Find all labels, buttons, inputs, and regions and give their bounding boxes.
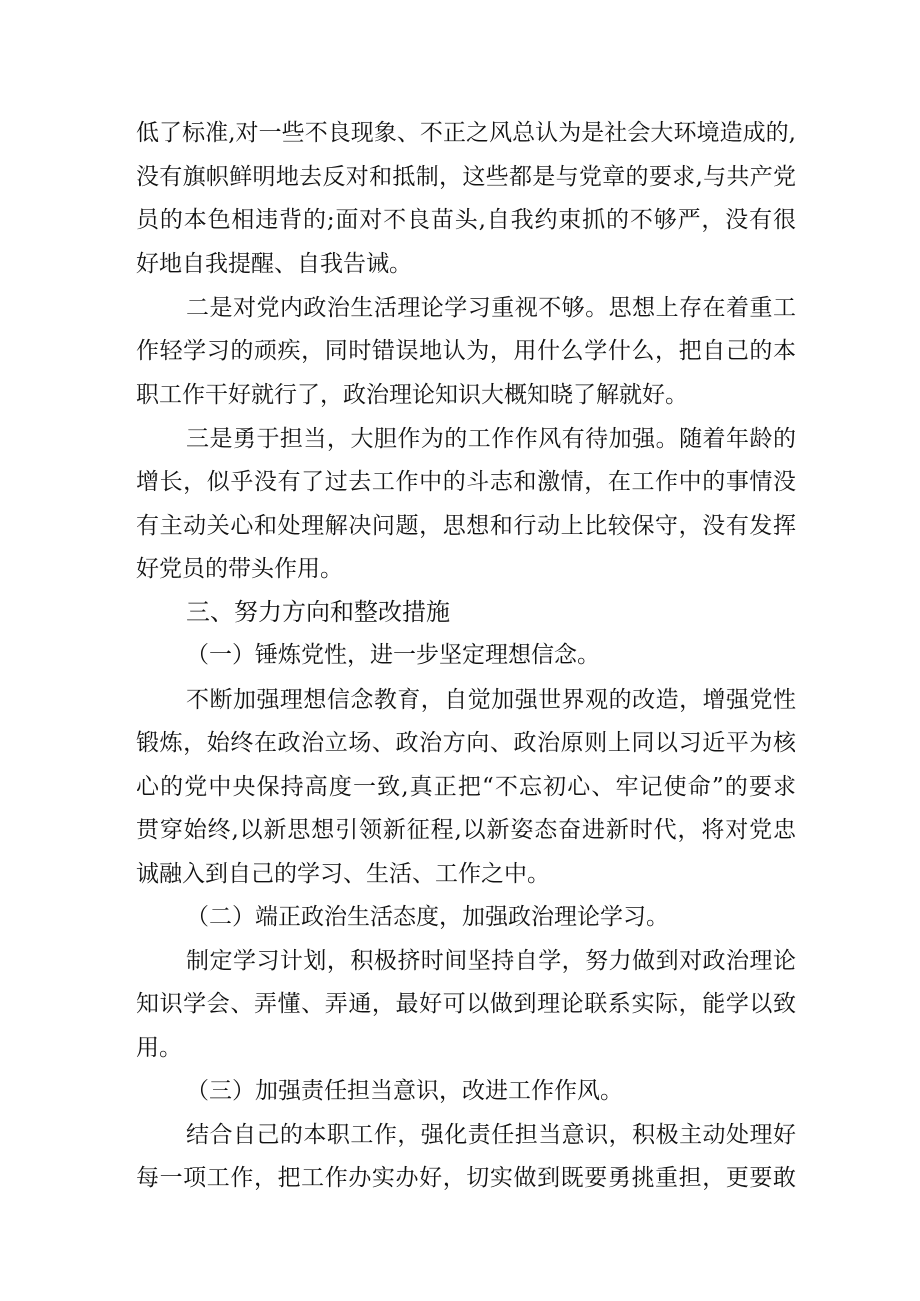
paragraph-line: 员的本色相违背的;面对不良苗头,自我约束抓的不够严，没有很 [136,207,796,233]
paragraph-line: 作轻学习的顽疾，同时错误地认为，用什么学什么，把自己的本 [136,338,796,364]
subsection-heading: （二）端正政治生活态度，加强政治理论学习。 [186,904,669,930]
paragraph-line: 心的党中央保持高度一致,真正把“不忘初心、牢记使命”的要求 [136,774,796,800]
paragraph-line: 诚融入到自己的学习、生活、工作之中。 [136,861,550,887]
paragraph-line: 贯穿始终,以新思想引领新征程,以新姿态奋进新时代，将对党忠 [136,817,796,843]
paragraph-line: 好党员的带头作用。 [136,556,343,582]
paragraph-line: 知识学会、弄懂、弄通，最好可以做到理论联系实际，能学以致 [136,991,796,1017]
paragraph-line: 好地自我提醒、自我告诫。 [136,251,412,277]
subsection-heading: （三）加强责任担当意识，改进工作作风。 [186,1078,623,1104]
paragraph-line: 没有旗帜鲜明地去反对和抵制，这些都是与党章的要求,与共产党 [136,164,796,190]
paragraph-first-line: 结合自己的本职工作，强化责任担当意识，积极主动处理好 [186,1122,796,1148]
paragraph-line: 增长，似乎没有了过去工作中的斗志和激情，在工作中的事情没 [136,469,796,495]
paragraph-line: 用。 [136,1035,182,1061]
section-heading: 三、努力方向和整改措施 [186,598,450,626]
paragraph-line: 有主动关心和处理解决问题，思想和行动上比较保守，没有发挥 [136,513,796,539]
paragraph-first-line: 制定学习计划，积极挤时间坚持自学，努力做到对政治理论 [186,948,796,974]
paragraph-line: 职工作干好就行了，政治理论知识大概知晓了解就好。 [136,382,688,408]
paragraph-line: 锻炼，始终在政治立场、政治方向、政治原则上同以习近平为核 [136,730,796,756]
paragraph-first-line: 二是对党内政治生活理论学习重视不够。思想上存在着重工 [186,295,796,321]
paragraph-line: 低了标准,对一些不良现象、不正之风总认为是社会大环境造成的, [136,120,796,146]
paragraph-first-line: 不断加强理想信念教育，自觉加强世界观的改造，增强党性 [186,687,796,713]
paragraph-first-line: 三是勇于担当，大胆作为的工作作风有待加强。随着年龄的 [186,426,796,452]
subsection-heading: （一）锤炼党性，进一步坚定理想信念。 [186,642,600,668]
paragraph-line: 每一项工作，把工作办实办好，切实做到既要勇挑重担，更要敢 [136,1165,796,1191]
